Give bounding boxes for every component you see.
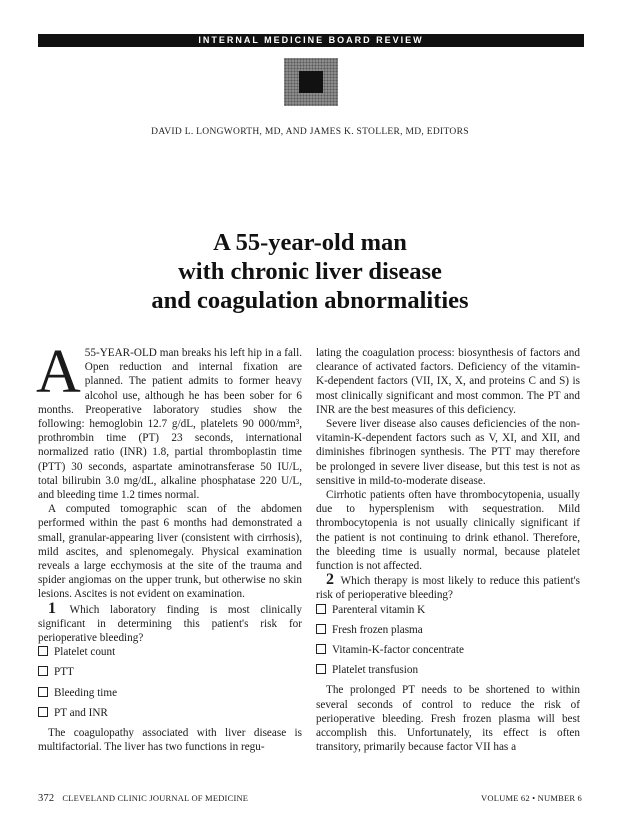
paragraph: Severe liver disease also causes deficiencies of the non-vitamin-K-dependent factors such as V, XI, and XII, and diminishes fibrinogen synthesis. The PTT may therefore be prolonged in severe liver disease, but this test is not as sensitive in mild-to-moderate disease. bbox=[316, 418, 580, 487]
paragraph: The prolonged PT needs to be shortened to within several seconds of control to reduce the risk of perioperative bleeding. Fresh frozen plasma will best accomplish this. Unfortunately, its effect is often transitory, primarily because factor VII has a bbox=[316, 684, 580, 754]
paragraph: lating the coagulation process: biosynthesis of factors and clearance of activated factors. Deficiency of the vitamin-K-dependent factors (VII, IX, X, and proteins C and S) is most clinically significant and most common. The PT and INR are the best measures of this deficiency. bbox=[316, 347, 580, 416]
answer-option[interactable]: Platelet transfusion bbox=[316, 663, 580, 677]
article-title bbox=[0, 228, 620, 315]
paragraph: Cirrhotic patients often have thrombocytopenia, usually due to hypersplenism with sequestration. Mild thrombocytopenia is not usually clinically significant if the patient is not continuing to drink ethanol. Therefore, the bleeding time is usually normal, because platelet function is not affected. bbox=[316, 489, 580, 573]
paragraph: A computed tomographic scan of the abdomen performed within the past 6 months had demonstrated a small, granular-appearing liver (consistent with cirrhosis), mild ascites, and splenomegaly. Physical examination reveals a large ecchymosis at the site of the trauma and spider angiomas on the upper trunk, but otherwise no skin lesions. Ascites is not evident on examination. bbox=[38, 503, 302, 601]
checkbox-icon[interactable] bbox=[38, 687, 48, 697]
answer-option[interactable]: Bleeding time bbox=[38, 686, 302, 700]
title-line-2: with chronic liver disease bbox=[178, 258, 442, 285]
right-column bbox=[316, 346, 580, 754]
question-number: 1 bbox=[48, 599, 56, 617]
footer-left bbox=[38, 793, 248, 804]
page-number: 372 bbox=[38, 793, 55, 804]
question-2-options bbox=[316, 603, 580, 678]
question-1-options bbox=[38, 645, 302, 720]
title-line-3: and coagulation abnormalities bbox=[151, 287, 469, 314]
title-line-1: A 55-year-old man bbox=[213, 229, 407, 256]
journal-name: CLEVELAND CLINIC JOURNAL OF MEDICINE bbox=[62, 793, 249, 803]
checkbox-icon[interactable] bbox=[316, 624, 326, 634]
intro-text: 55-YEAR-OLD man breaks his left hip in a fall. Open reduction and internal fixation are planned. The patient admits to former heavy alcohol use, although he has been sober for 6 months. Preoperative laboratory studies show the following: hemoglobin 12.7 g/dL, platelets 90 000/mm³, prothrombin time (PT) 23 seconds, international normalized ratio (INR) 1.8, partial thromboplastin time (PTT) 30 seconds, aspartate aminotransferase 50 IU/L, total bilirubin 3.0 mg/dL, alkaline phosphatase 220 U/L, and bleeding time 1.2 times normal. bbox=[38, 347, 302, 502]
volume-info: VOLUME 62 • NUMBER 6 bbox=[481, 793, 582, 803]
section-banner: INTERNAL MEDICINE BOARD REVIEW bbox=[38, 34, 584, 47]
left-column bbox=[36, 338, 302, 754]
answer-option[interactable]: Parenteral vitamin K bbox=[316, 603, 580, 617]
question-1 bbox=[38, 599, 302, 646]
checkbox-icon[interactable] bbox=[316, 604, 326, 614]
intro-paragraph bbox=[36, 338, 302, 502]
editors-line: DAVID L. LONGWORTH, MD, AND JAMES K. STOLLER, MD, EDITORS bbox=[151, 127, 469, 137]
answer-option[interactable]: PTT bbox=[38, 665, 302, 679]
question-number: 2 bbox=[326, 571, 334, 589]
logo-square bbox=[299, 71, 323, 93]
checkbox-icon[interactable] bbox=[38, 646, 48, 656]
journal-logo bbox=[284, 58, 338, 106]
drop-cap: A bbox=[36, 338, 81, 406]
footer-right bbox=[481, 793, 582, 803]
answer-option[interactable]: Platelet count bbox=[38, 645, 302, 659]
question-text: Which therapy is most likely to reduce this patient's risk of perioperative bleeding? bbox=[316, 575, 580, 602]
answer-option[interactable]: Fresh frozen plasma bbox=[316, 623, 580, 637]
answer-option[interactable]: PT and INR bbox=[38, 706, 302, 720]
answer-option[interactable]: Vitamin-K-factor concentrate bbox=[316, 643, 580, 657]
paragraph: The coagulopathy associated with liver disease is multifactorial. The liver has two functions in regu- bbox=[38, 727, 302, 754]
checkbox-icon[interactable] bbox=[38, 666, 48, 676]
question-2 bbox=[316, 573, 580, 602]
question-text: Which laboratory finding is most clinically significant in determining this patient's risk for perioperative bleeding? bbox=[38, 603, 302, 645]
checkbox-icon[interactable] bbox=[316, 664, 326, 674]
checkbox-icon[interactable] bbox=[38, 707, 48, 717]
checkbox-icon[interactable] bbox=[316, 644, 326, 654]
